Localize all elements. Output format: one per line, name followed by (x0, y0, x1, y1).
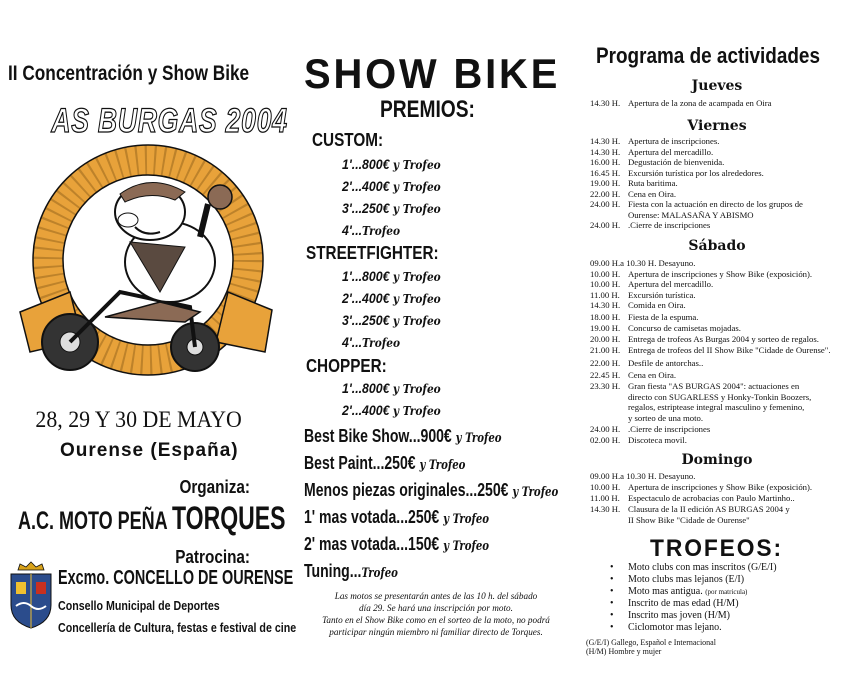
activity-item: 14.30 H. Apertura de la zona de acampada en Oira (590, 98, 772, 108)
event-subtitle: II Concentración y Show Bike (8, 62, 250, 85)
ourense-crest-icon (6, 560, 56, 630)
activity-item: directo con SUGARLESS y Honky-Tonkin Boozers, (628, 391, 812, 402)
activity-item: 21.00 H. Entrega de trofeos del II Show Bike "Cidade de Ourense". (590, 345, 831, 355)
organizer (18, 500, 286, 537)
award-item: Tuning...Trofeo (304, 561, 398, 581)
activity-item: 24.00 H. Fiesta con la actuación en directo de los grupos de (590, 199, 803, 209)
legend-line: (G/E/I) Gallego, Español e Internacional (586, 638, 716, 647)
prize-item: 2'...400€ y Trofeo (342, 402, 441, 418)
trofeo-item: • Moto clubs con mas inscritos (G/E/I) (610, 562, 777, 573)
activity-item: 18.00 H. Fiesta de la espuma. (590, 312, 699, 322)
activity-item: 16.45 H. Excursión turística por los alrededores. (590, 167, 764, 178)
trofeo-item: • Ciclomotor mas lejano. (610, 622, 722, 633)
activity-item: 24.00 H. .Cierre de inscripciones (590, 220, 711, 230)
activity-item: 10.00 H. Apertura de inscripciones y Show Bike (exposición). (590, 482, 813, 492)
activity-item: 09.00 H.a 10.30 H. Desayuno. (590, 258, 696, 268)
activity-item: 19.00 H. Ruta baritima. (590, 178, 678, 188)
activity-item: 11.00 H. Excursión turística. (590, 289, 696, 300)
activity-item: 22.00 H. Cena en Oira. (590, 188, 677, 199)
trofeo-item: • Moto clubs mas lejanos (E/I) (610, 574, 745, 585)
category-streetfighter: STREETFIGHTER: (306, 243, 439, 263)
trofeo-item: • Moto mas antigua. (por matricula) (610, 586, 748, 597)
prize-item: 4'...Trofeo (342, 334, 401, 350)
patrocina-label: Patrocina: (175, 547, 250, 567)
prize-item: 1'...800€ y Trofeo (342, 268, 441, 284)
award-item: 2' mas votada...150€ y Trofeo (304, 534, 490, 554)
organizer-prefix: A.C. MOTO PEÑA (18, 507, 173, 535)
activity-item: 02.00 H. Discoteca movil. (590, 435, 687, 445)
award-item: 1' mas votada...250€ y Trofeo (304, 507, 490, 527)
activity-item: 16.00 H. Degustación de bienvenida. (590, 157, 725, 167)
activity-item: 20.00 H. Entrega de trofeos As Burgas 2004 y sorteo de regalos. (590, 334, 819, 344)
sponsor-line-cultura: Concellería de Cultura, festas e festival de cine (58, 620, 297, 635)
sponsor-name: Excmo. CONCELLO DE OURENSE (58, 567, 294, 589)
category-custom: CUSTOM: (312, 130, 384, 150)
prize-item: 1'...800€ y Trofeo (342, 380, 441, 396)
activity-item: y sorteo de una moto. (628, 412, 704, 423)
category-chopper: CHOPPER: (306, 356, 387, 376)
trofeo-item: • Inscrito de mas edad (H/M) (610, 598, 739, 609)
activity-item: 22.00 H. Desfile de antorchas.. (590, 358, 704, 368)
event-place: Ourense (España) (60, 440, 239, 461)
organizer-name: TORQUES (172, 500, 286, 536)
rules-note: Las motos se presentarán antes de las 10 h. del sábado día 29. Se hará una inscripción por moto. Tanto en el Show Bike como en el sorteo de la moto, no podrá participar ningún miembro ni familiar directo de Torques. (322, 591, 550, 637)
activity-item: 14.30 H. Comida en Oira. (590, 300, 686, 310)
prize-item: 2'...400€ y Trofeo (342, 290, 441, 306)
trofeo-item: • Inscrito mas joven (H/M) (610, 610, 730, 621)
day-heading-domingo: Domingo (681, 452, 753, 468)
award-item: Best Paint...250€ y Trofeo (304, 453, 466, 473)
day-heading-viernes: Viernes (687, 118, 747, 134)
award-item: Best Bike Show...900€ y Trofeo (304, 426, 502, 446)
prize-item: 3'...250€ y Trofeo (342, 200, 441, 216)
prize-item: 1'...800€ y Trofeo (342, 156, 441, 172)
prize-item: 3'...250€ y Trofeo (342, 312, 441, 328)
activity-item: 19.00 H. Concurso de camisetas mojadas. (590, 323, 741, 333)
sponsor-line-deportes: Consello Municipal de Deportes (58, 598, 220, 613)
event-dates: 28, 29 Y 30 DE MAYO (35, 407, 242, 432)
activity-item: 14.30 H. Clausura de la II edición AS BURGAS 2004 y (590, 504, 790, 514)
show-bike-title: SHOW BIKE (304, 50, 561, 97)
middle-column (290, 0, 580, 694)
premios-heading: PREMIOS: (380, 96, 475, 123)
programa-title: Programa de actividades (596, 43, 820, 68)
activity-item: 10.00 H. Apertura de inscripciones y Show Bike (exposición). (590, 268, 813, 279)
organiza-label: Organiza: (179, 477, 250, 497)
activity-item: 14.30 H. Apertura de inscripciones. (590, 136, 720, 146)
day-heading-jueves: Jueves (691, 78, 743, 94)
activity-item: 23.30 H. Gran fiesta "AS BURGAS 2004": actuaciones en (590, 381, 800, 391)
activity-item: 22.45 H. Cena en Oira. (590, 370, 677, 380)
award-item: Menos piezas originales...250€ y Trofeo (304, 480, 559, 500)
activity-item: Ourense: MALASAÑA Y ABISMO (628, 209, 754, 220)
day-heading-sabado: Sábado (688, 238, 746, 254)
left-column (0, 0, 297, 694)
boar-biker-illustration (10, 142, 285, 392)
activity-item: 11.00 H. Espectaculo de acrobacias con Paulo Martinho.. (590, 493, 795, 503)
right-column (580, 0, 854, 694)
trofeos-heading: TROFEOS: (650, 535, 783, 562)
prize-item: 4'...Trofeo (342, 222, 401, 238)
activity-item: 24.00 H. .Cierre de inscripciones (590, 424, 711, 434)
activity-item: regalos, estriptease integral masculino y femenino, (628, 402, 805, 412)
activity-item: 10.00 H. Apertura del mercadillo. (590, 279, 714, 289)
activity-item: II Show Bike "Cidade de Ourense" (628, 514, 750, 525)
activity-item: 09.00 H.a 10.30 H. Desayuno. (590, 471, 696, 481)
event-title: AS BURGAS 2004 (51, 102, 288, 140)
activity-item: 14.30 H. Apertura del mercadillo. (590, 146, 714, 157)
prize-item: 2'...400€ y Trofeo (342, 178, 441, 194)
legend-line: (H/M) Hombre y mujer (586, 647, 662, 656)
